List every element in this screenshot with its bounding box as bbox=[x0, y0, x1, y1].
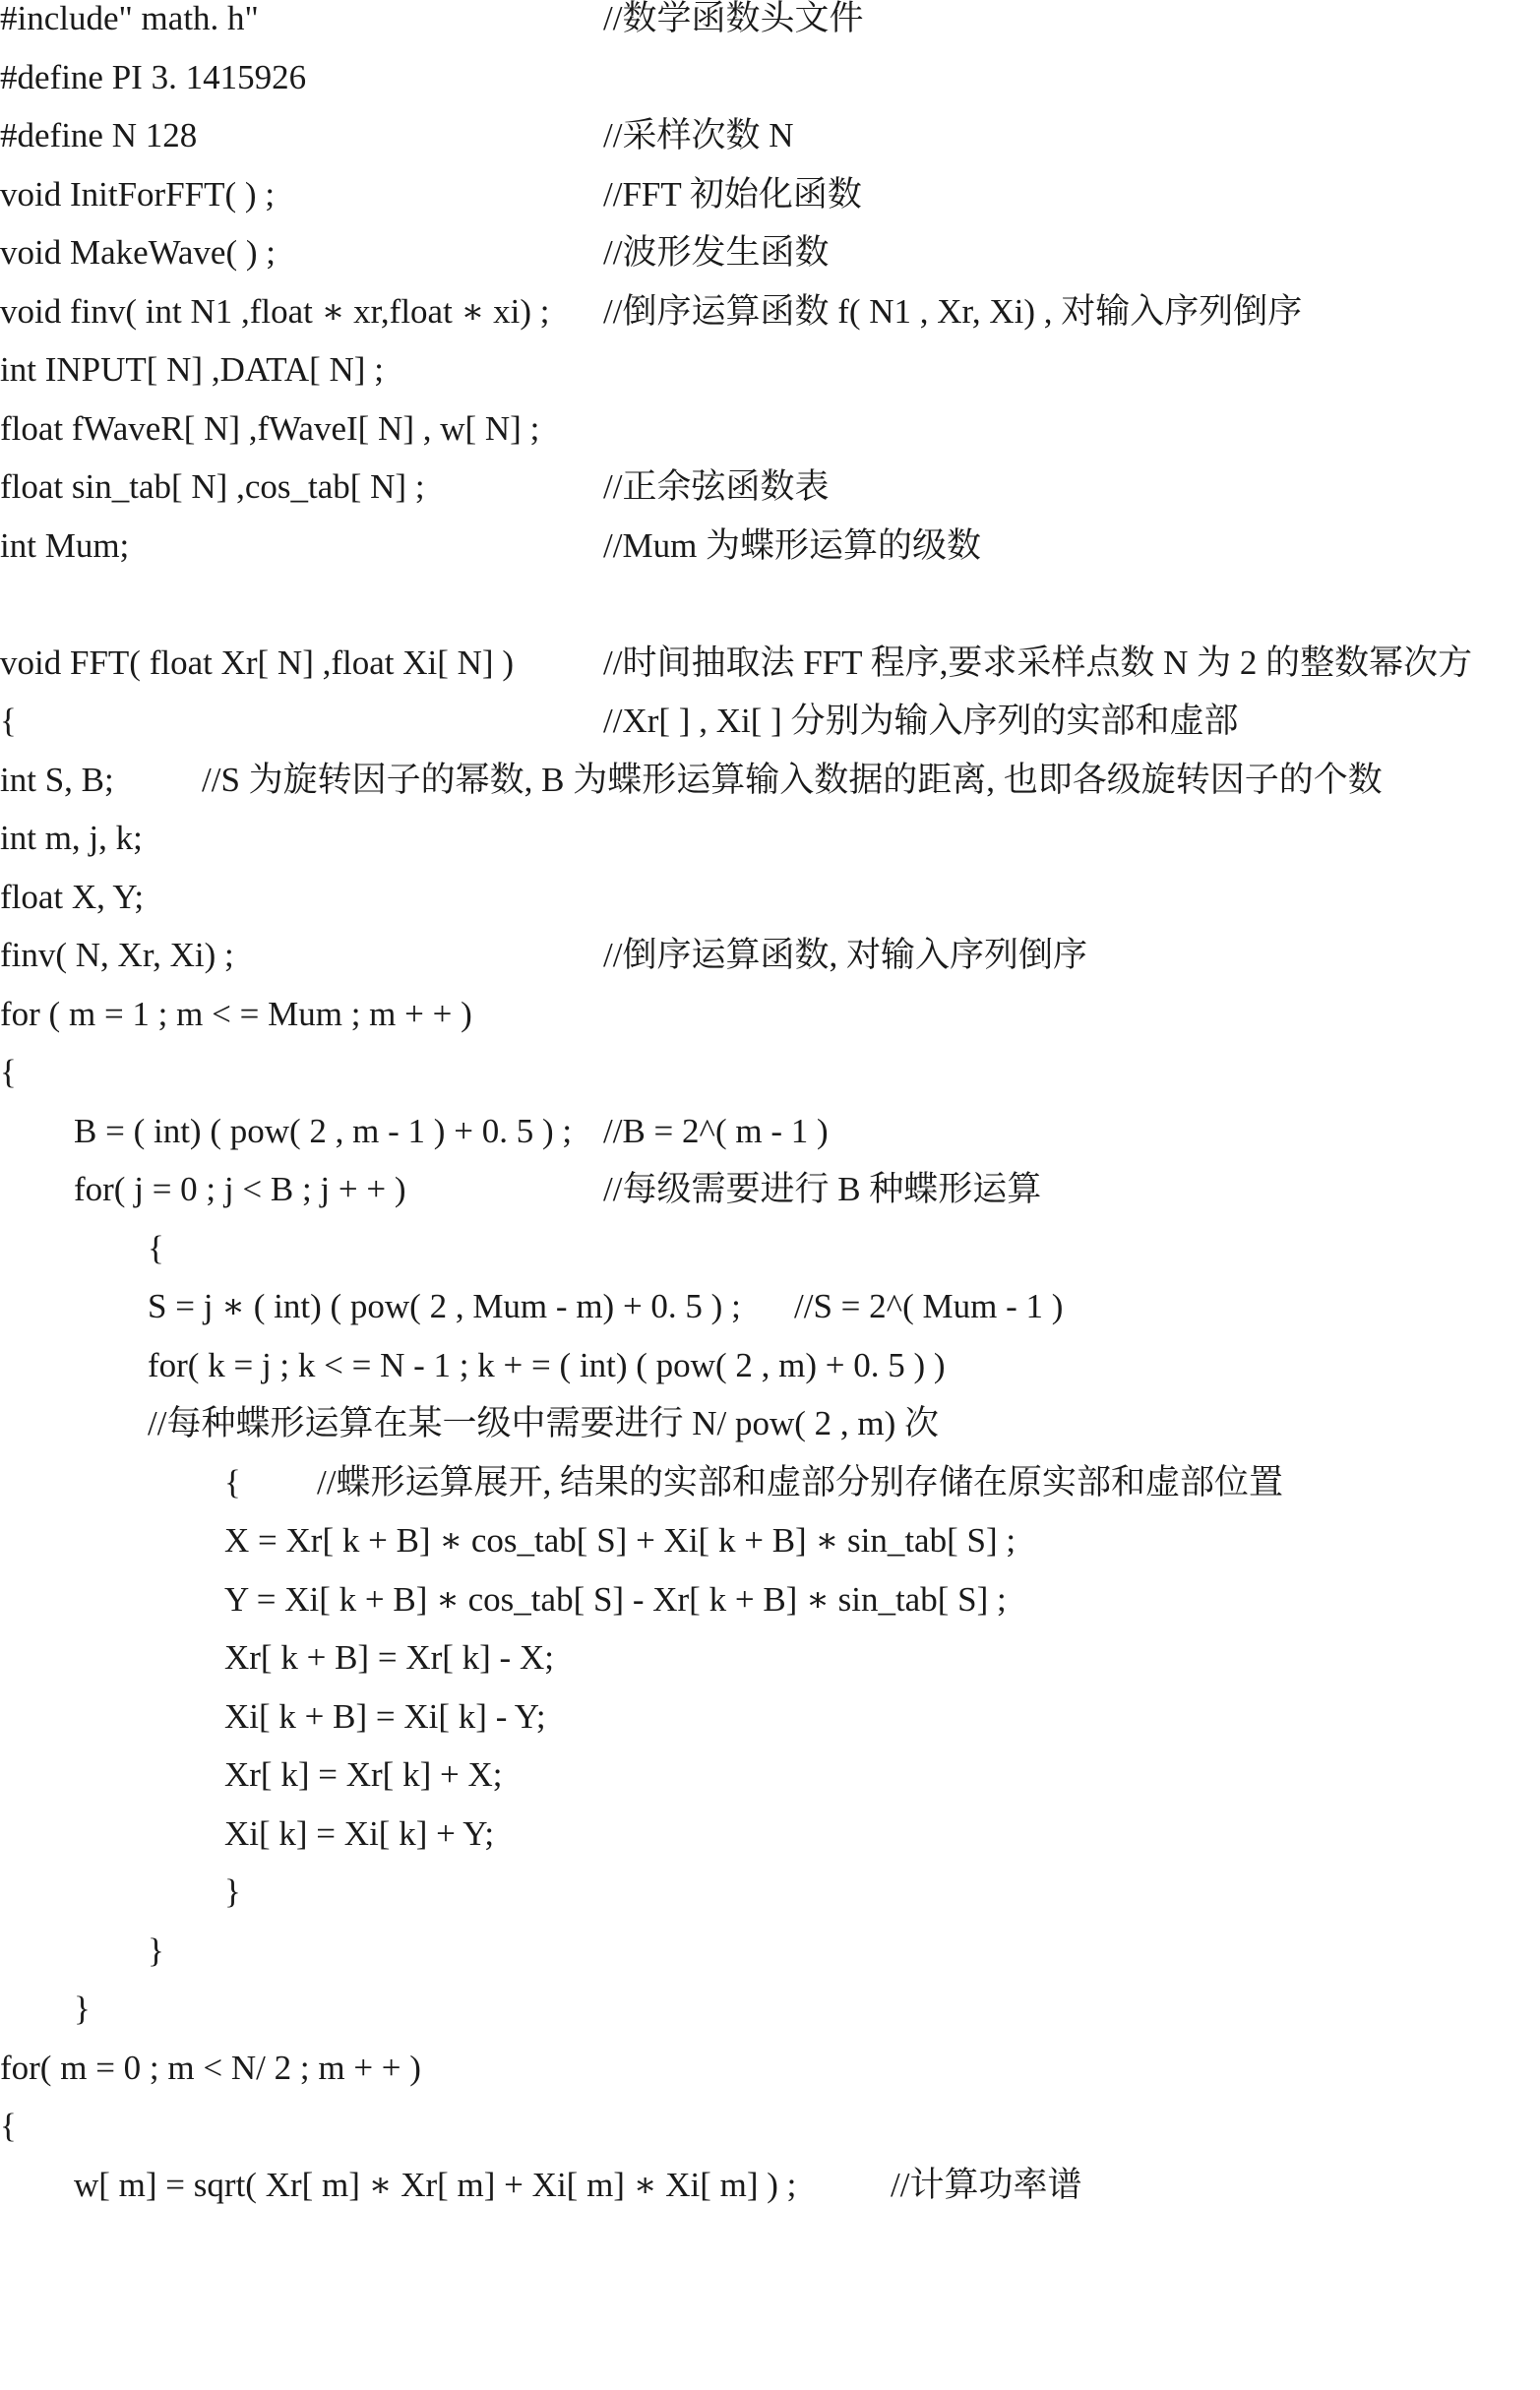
code-line bbox=[0, 399, 540, 459]
code-comment: //S = 2^( Mum - 1 ) bbox=[794, 1287, 1064, 1325]
code-comment: //FFT 初始化函数 bbox=[603, 174, 862, 214]
code-line bbox=[0, 634, 1473, 693]
code-comment: //倒序运算函数 f( N1 , Xr, Xi) , 对输入序列倒序 bbox=[603, 291, 1303, 331]
code-text: Xi[ k] = Xi[ k] + Y; bbox=[224, 1813, 495, 1853]
code-line bbox=[0, 1277, 1064, 1336]
code-line bbox=[0, 165, 862, 224]
code-line bbox=[0, 692, 1239, 751]
code-comment: //每级需要进行 B 种蝶形运算 bbox=[603, 1170, 1042, 1208]
code-text: Xr[ k + B] = Xr[ k] - X; bbox=[224, 1638, 554, 1677]
code-comment: //蝶形运算展开, 结果的实部和虚部分别存储在原实部和虚部位置 bbox=[317, 1462, 1283, 1501]
code-line bbox=[0, 985, 472, 1044]
code-text: #define N 128 bbox=[0, 116, 198, 154]
code-text: for( k = j ; k < = N - 1 ; k + = ( int) ( pow( 2 , m) + 0. 5 ) ) bbox=[148, 1345, 946, 1384]
code-line bbox=[0, 106, 794, 165]
code-text: w[ m] = sqrt( Xr[ m] ∗ Xr[ m] + Xi[ m] ∗ Xi[ m] ) ; bbox=[74, 2165, 797, 2204]
code-text: #include" math. h" bbox=[0, 0, 259, 37]
code-text: void FFT( float Xr[ N] ,float Xi[ N] ) bbox=[0, 643, 514, 682]
code-text: { bbox=[0, 702, 17, 740]
code-text: #define PI 3. 1415926 bbox=[0, 57, 307, 96]
code-line bbox=[0, 751, 1383, 810]
code-text: int INPUT[ N] ,DATA[ N] ; bbox=[0, 350, 384, 389]
code-text: Y = Xi[ k + B] ∗ cos_tab[ S] - Xr[ k + B] ∗ sin_tab[ S] ; bbox=[224, 1579, 1007, 1619]
code-line bbox=[0, 1336, 946, 1395]
code-text: Xi[ k + B] = Xi[ k] - Y; bbox=[224, 1696, 546, 1736]
code-line bbox=[0, 1628, 554, 1687]
code-line bbox=[0, 223, 830, 282]
code-line bbox=[0, 926, 1087, 985]
code-text: int S, B; bbox=[0, 760, 114, 799]
code-text: X = Xr[ k + B] ∗ cos_tab[ S] + Xi[ k + B] ∗ sin_tab[ S] ; bbox=[224, 1521, 1016, 1560]
code-line bbox=[0, 809, 143, 868]
code-text: } bbox=[74, 1990, 91, 2028]
code-text: for( m = 0 ; m < N/ 2 ; m + + ) bbox=[0, 2048, 421, 2087]
code-comment: //时间抽取法 FFT 程序,要求采样点数 N 为 2 的整数幂次方 bbox=[603, 643, 1473, 682]
code-line bbox=[0, 1570, 1007, 1629]
code-line bbox=[0, 1160, 1042, 1219]
code-text: B = ( int) ( pow( 2 , m - 1 ) + 0. 5 ) ; bbox=[74, 1111, 573, 1150]
code-line bbox=[0, 1453, 1283, 1512]
code-line bbox=[0, 2039, 421, 2098]
code-text: { bbox=[224, 1462, 241, 1501]
code-line bbox=[0, 458, 830, 517]
code-comment: //S 为旋转因子的幂数, B 为蝶形运算输入数据的距离, 也即各级旋转因子的个数 bbox=[202, 760, 1383, 799]
code-comment: //B = 2^( m - 1 ) bbox=[603, 1111, 829, 1150]
code-comment: //数学函数头文件 bbox=[603, 0, 864, 37]
code-text: S = j ∗ ( int) ( pow( 2 , Mum - m) + 0. 5 ) ; bbox=[148, 1287, 741, 1325]
code-comment: //波形发生函数 bbox=[603, 233, 830, 272]
code-line bbox=[0, 0, 864, 48]
code-line bbox=[0, 1102, 829, 1161]
code-text: int m, j, k; bbox=[0, 819, 143, 857]
code-comment: //Mum 为蝶形运算的级数 bbox=[603, 525, 982, 565]
code-text: void finv( int N1 ,float ∗ xr,float ∗ xi) ; bbox=[0, 291, 550, 331]
code-text: float fWaveR[ N] ,fWaveI[ N] , w[ N] ; bbox=[0, 408, 540, 448]
code-text: for ( m = 1 ; m < = Mum ; m + + ) bbox=[0, 994, 472, 1033]
code-line bbox=[0, 340, 384, 399]
code-line bbox=[0, 2156, 1082, 2215]
blank-line bbox=[0, 575, 34, 634]
code-comment: //倒序运算函数, 对输入序列倒序 bbox=[603, 936, 1087, 974]
code-comment: //Xr[ ] , Xi[ ] 分别为输入序列的实部和虚部 bbox=[603, 702, 1239, 740]
code-line bbox=[0, 2097, 34, 2156]
code-line bbox=[0, 1805, 495, 1864]
code-line bbox=[0, 1922, 164, 1981]
code-comment: //正余弦函数表 bbox=[603, 467, 830, 506]
code-line bbox=[0, 282, 1303, 341]
code-text: void MakeWave( ) ; bbox=[0, 233, 276, 272]
code-text: Xr[ k] = Xr[ k] + X; bbox=[224, 1755, 503, 1794]
code-text: } bbox=[224, 1872, 241, 1911]
code-text: float X, Y; bbox=[0, 877, 145, 916]
code-line bbox=[0, 868, 145, 927]
code-text: { bbox=[0, 1053, 17, 1091]
code-text: finv( N, Xr, Xi) ; bbox=[0, 936, 234, 974]
code-text: int Mum; bbox=[0, 525, 130, 565]
code-comment: //计算功率谱 bbox=[891, 2165, 1082, 2204]
code-line bbox=[0, 1219, 164, 1278]
code-text: { bbox=[0, 2107, 17, 2145]
code-text: void InitForFFT( ) ; bbox=[0, 174, 276, 214]
code-text: for( j = 0 ; j < B ; j + + ) bbox=[74, 1170, 406, 1208]
code-line bbox=[0, 1687, 546, 1747]
code-text: { bbox=[148, 1228, 164, 1267]
code-line bbox=[0, 1043, 34, 1102]
code-line bbox=[0, 1746, 503, 1805]
code-line bbox=[0, 1980, 91, 2039]
code-line bbox=[0, 1511, 1016, 1570]
code-text: } bbox=[148, 1930, 164, 1970]
code-text: //每种蝶形运算在某一级中需要进行 N/ pow( 2 , m) 次 bbox=[148, 1404, 940, 1442]
code-line bbox=[0, 48, 307, 107]
code-line bbox=[0, 1863, 241, 1922]
code-comment: //采样次数 N bbox=[603, 116, 794, 154]
code-text: float sin_tab[ N] ,cos_tab[ N] ; bbox=[0, 467, 425, 506]
code-line bbox=[0, 1394, 940, 1453]
code-line bbox=[0, 517, 982, 576]
